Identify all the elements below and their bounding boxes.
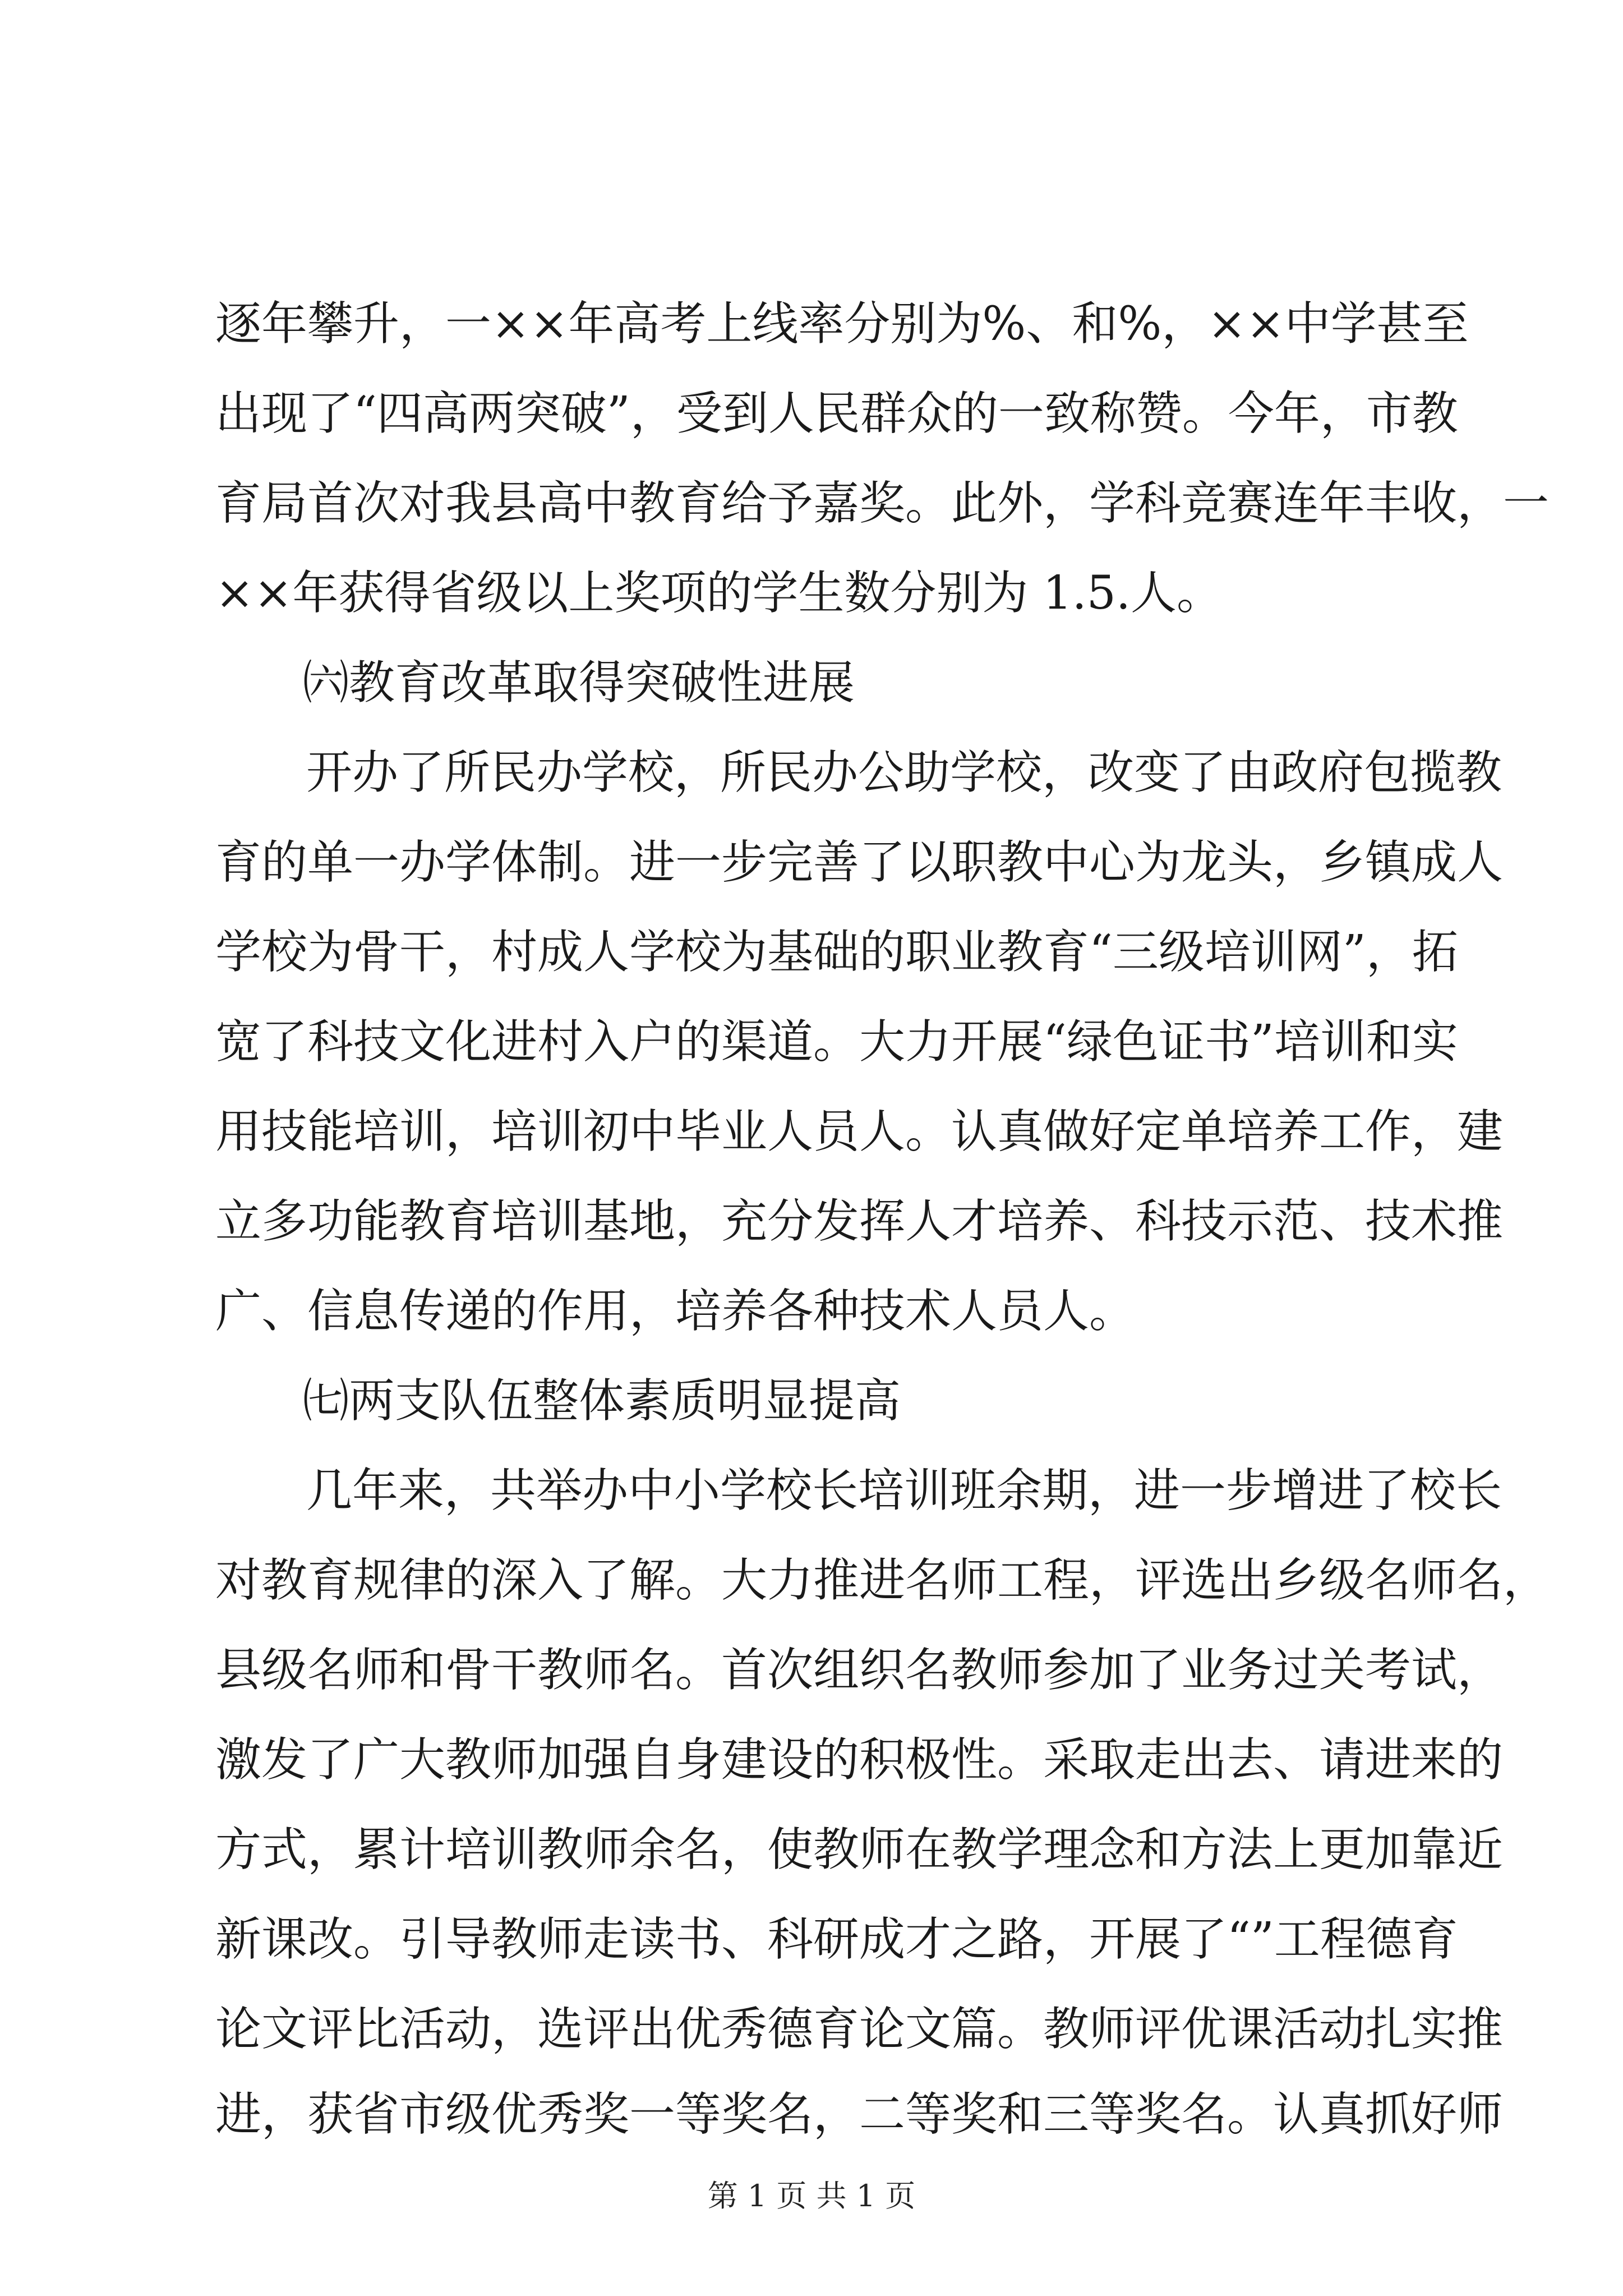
paragraph-1-line-3: 育局首次对我县高中教育给予嘉奖。此外，学科竞赛连年丰收，一	[215, 477, 1550, 530]
section-heading-6: ㈥教育改革取得突破性进展	[303, 656, 855, 710]
paragraph-2-line-3: 学校为骨干，村成人学校为基础的职业教育“三级培训网”，拓	[215, 926, 1458, 979]
paragraph-3-line-6: 新课改。引导教师走读书、科研成才之路，开展了“”工程德育	[215, 1913, 1458, 1966]
paragraph-3-line-7: 论文评比活动，选评出优秀德育论文篇。教师评优课活动扎实推	[215, 2003, 1504, 2056]
paragraph-1-line-1: 逐年攀升，一××年高考上线率分别为%、和%，××中学甚至	[215, 297, 1469, 351]
section-heading-7: ㈦两支队伍整体素质明显提高	[303, 1374, 901, 1428]
paragraph-3-line-3: 县级名师和骨干教师名。首次组织名教师参加了业务过关考试，	[215, 1644, 1504, 1697]
paragraph-1-line-4: ××年获得省级以上奖项的学生数分别为 1.5.人。	[215, 567, 1223, 620]
paragraph-3-line-5: 方式，累计培训教师余名，使教师在教学理念和方法上更加靠近	[215, 1823, 1504, 1876]
page-footer	[0, 2177, 1623, 2216]
paragraph-3-line-8: 进，获省市级优秀奖一等奖名，二等奖和三等奖名。认真抓好师	[215, 2088, 1504, 2141]
paragraph-2-line-6: 立多功能教育培训基地，充分发挥人才培养、科技示范、技术推	[215, 1195, 1504, 1248]
paragraph-2-line-1: 开办了所民办学校，所民办公助学校，改变了由政府包揽教	[306, 746, 1502, 799]
paragraph-3-line-4: 激发了广大教师加强自身建设的积极性。采取走出去、请进来的	[215, 1733, 1504, 1787]
paragraph-2-line-7: 广、信息传递的作用，培养各种技术人员人。	[215, 1285, 1136, 1338]
paragraph-2-line-4: 宽了科技文化进村入户的渠道。大力开展“绿色证书”培训和实	[215, 1015, 1458, 1069]
page-number-label: 第 1 页 共 1 页	[707, 2178, 916, 2214]
paragraph-2-line-5: 用技能培训，培训初中毕业人员人。认真做好定单培养工作，建	[215, 1105, 1504, 1158]
paragraph-3-line-1: 几年来，共举办中小学校长培训班余期，进一步增进了校长	[306, 1464, 1502, 1517]
paragraph-2-line-2: 育的单一办学体制。进一步完善了以职教中心为龙头，乡镇成人	[215, 836, 1504, 889]
paragraph-1-line-2: 出现了“四高两突破”，受到人民群众的一致称赞。今年，市教	[215, 387, 1458, 440]
paragraph-3-line-2: 对教育规律的深入了解。大力推进名师工程，评选出乡级名师名，	[215, 1554, 1550, 1607]
